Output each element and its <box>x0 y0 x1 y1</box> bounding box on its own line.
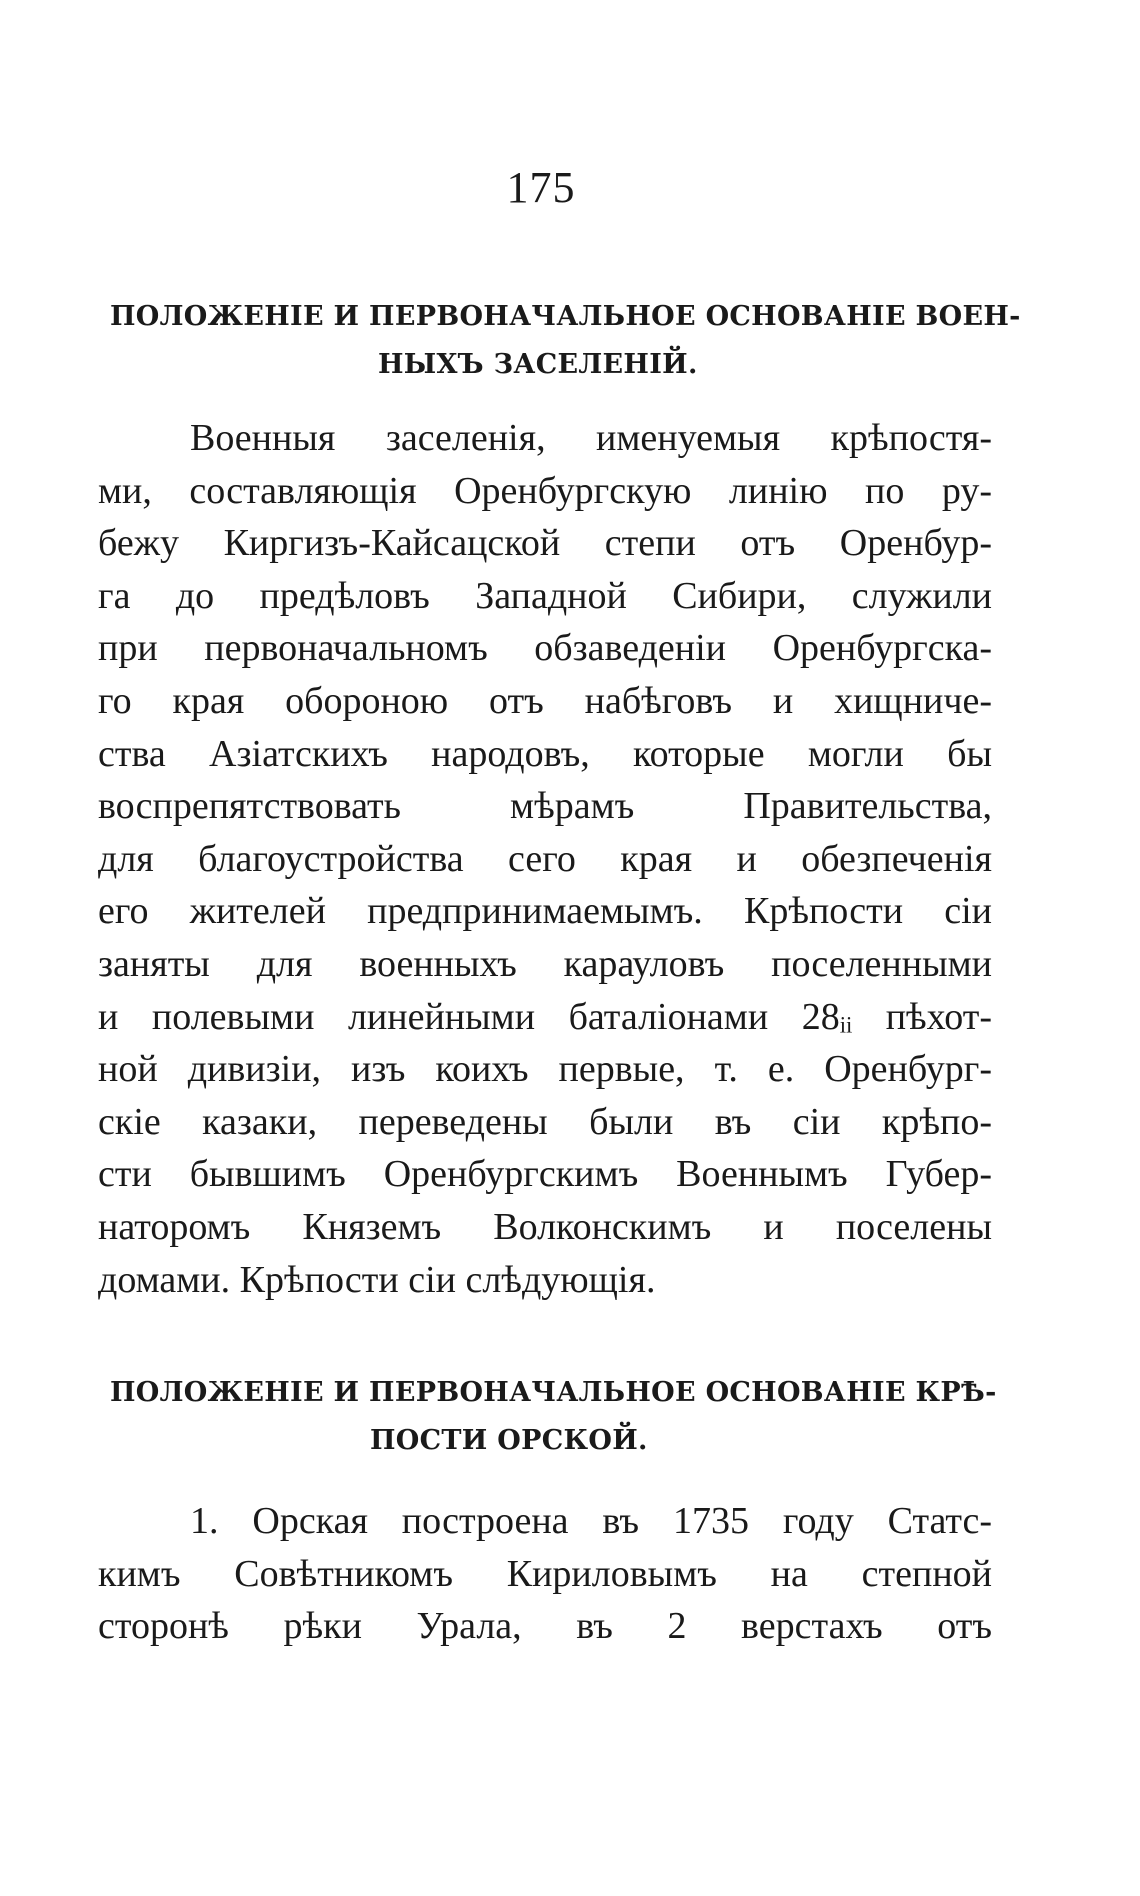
section-heading-military-settlements <box>110 293 1021 389</box>
text-line: 1. Орская построена въ 1735 году Статс- <box>190 1500 992 1542</box>
section-heading-orsk-fortress <box>110 1369 997 1465</box>
heading-line: ПОЛОЖЕНІЕ И ПЕРВОНАЧАЛЬНОЕ ОСНОВАНІЕ ВОЕН- <box>110 301 1021 332</box>
heading-line: НЫХЪ ЗАСЕЛЕНІЙ. <box>378 349 698 380</box>
paragraph-orsk-fortress <box>98 1495 992 1653</box>
text-line: наторомъ Княземъ Волконскимъ и поселены <box>98 1205 992 1248</box>
text-line: домами. Крѣпости сіи слѣдующія. <box>98 1258 656 1301</box>
text-line: кимъ Совѣтникомъ Кириловымъ на степной <box>98 1552 992 1595</box>
text-line: бежу Киргизъ-Кайсацской степи отъ Оренбур- <box>98 522 992 565</box>
heading-line: ПОЛОЖЕНІЕ И ПЕРВОНАЧАЛЬНОЕ ОСНОВАНІЕ КРѢ- <box>110 1377 997 1408</box>
text-line: га до предѣловъ Западной Сибири, служили <box>98 574 992 617</box>
text-line: ми, составляющія Оренбургскую линію по ру- <box>98 469 992 512</box>
text-line: при первоначальномъ обзаведеніи Оренбургска- <box>98 627 992 670</box>
text-line: заняты для военныхъ карауловъ поселенными <box>98 942 992 985</box>
text-line: и полевыми линейными баталіонами 28ᵢᵢ пѣхот- <box>98 995 992 1038</box>
text-line: для благоустройства сего края и обезпеченія <box>98 837 992 880</box>
text-line: Военныя заселенія, именуемыя крѣпостя- <box>190 417 992 459</box>
text-line: го края обороною отъ набѣговъ и хищниче- <box>98 679 992 722</box>
paragraph-military-settlements <box>98 412 992 1306</box>
text-line: скіе казаки, переведены были въ сіи крѣпо- <box>98 1100 992 1143</box>
text-line: его жителей предпринимаемымъ. Крѣпости сіи <box>98 890 992 933</box>
text-line: сторонѣ рѣки Урала, въ 2 верстахъ отъ <box>98 1605 992 1648</box>
text-line: сти бывшимъ Оренбургскимъ Военнымъ Губер- <box>98 1153 992 1196</box>
text-line: ной дивизіи, изъ коихъ первые, т. е. Оренбург- <box>98 1048 992 1091</box>
heading-line: ПОСТИ ОРСКОЙ. <box>370 1425 648 1456</box>
text-line: воспрепятствовать мѣрамъ Правительства, <box>98 785 992 828</box>
text-line: ства Азіатскихъ народовъ, которые могли бы <box>98 732 992 775</box>
page-number: 175 <box>506 163 576 212</box>
